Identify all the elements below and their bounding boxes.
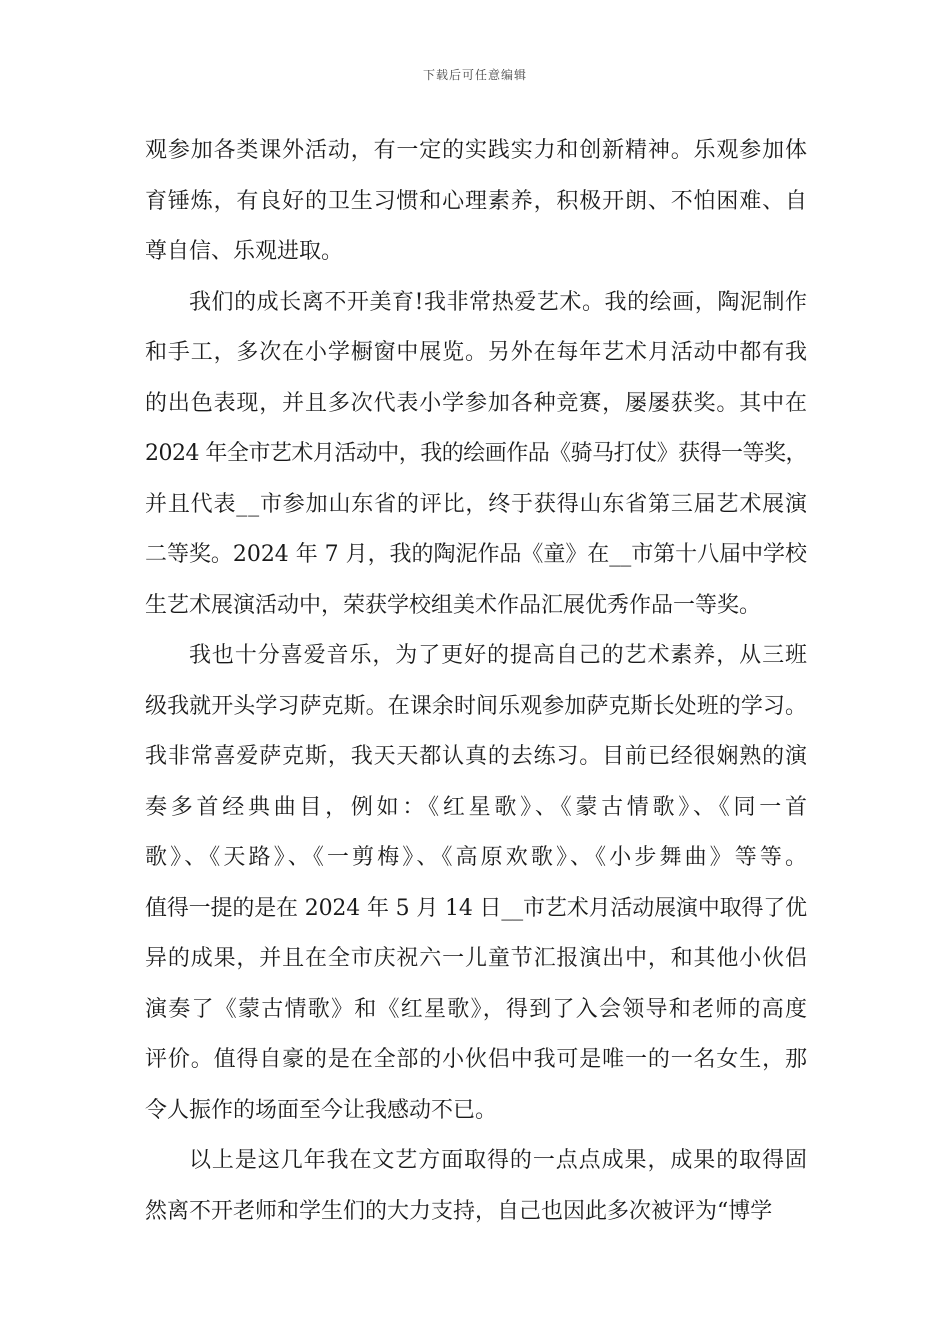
text-line: 生艺术展演活动中，荣获学校组美术作品汇展优秀作品一等奖。 [145,592,762,618]
text-line: 令人振作的场面至今让我感动不已。 [145,1097,498,1123]
text-line: 异的成果，并且在全市庆祝六一儿童节汇报演出中，和其他小伙侣 [145,946,808,971]
text-line: 我非常喜爱萨克斯，我天天都认真的去练习。目前已经很娴熟的演 [145,744,808,769]
text-line: 演奏了《蒙古情歌》和《红星歌》，得到了入会领导和老师的高度 [145,996,809,1022]
text-line: 尊自信、乐观进取。 [145,239,344,264]
text-line: 我们的成长离不开美育!我非常热爱艺术。我的绘画，陶泥制作 [189,289,808,315]
text-line: 以上是这几年我在文艺方面取得的一点点成果，成果的取得固 [189,1148,808,1173]
text-line: 和手工，多次在小学橱窗中展览。另外在每年艺术月活动中都有我 [145,340,808,365]
text-line: 奏多首经典曲目，例如：《红星歌》、《蒙古情歌》、《同一首 [145,794,811,820]
text-line: 值得一提的是在 2024 年 5 月 14 日__市艺术月活动展演中取得了优 [145,895,807,921]
text-line: 并且代表__市参加山东省的评比，终于获得山东省第三届艺术展演 [145,491,808,517]
text-line: 评价。值得自豪的是在全部的小伙侣中我可是唯一的一名女生，那 [145,1047,808,1072]
text-line: 观参加各类课外活动，有一定的实践实力和创新精神。乐观参加体 [145,138,808,163]
text-line: 级我就开头学习萨克斯。在课余时间乐观参加萨克斯长处班的学习。 [145,693,808,719]
text-line: 2024 年全市艺术月活动中，我的绘画作品《骑马打仗》获得一等奖， [145,441,807,466]
text-line: 歌》、《天路》、《一剪梅》、《高原欢歌》、《小步舞曲》等等。 [145,845,811,870]
text-line: 的出色表现，并且多次代表小学参加各种竞赛，屡屡获奖。其中在 [145,390,808,416]
text-line: 育锤炼，有良好的卫生习惯和心理素养，积极开朗、不怕困难、自 [145,188,808,214]
page-header: 下载后可任意编辑 [422,68,527,82]
text-line: 然离不开老师和学生们的大力支持，自己也因此多次被评为“博学 [145,1198,773,1224]
text-line: 我也十分喜爱音乐，为了更好的提高自己的艺术素养，从三班 [189,643,808,668]
document-body [145,126,811,1237]
text-line: 二等奖。2024 年 7 月，我的陶泥作品《童》在__市第十八届中学校 [145,542,807,567]
